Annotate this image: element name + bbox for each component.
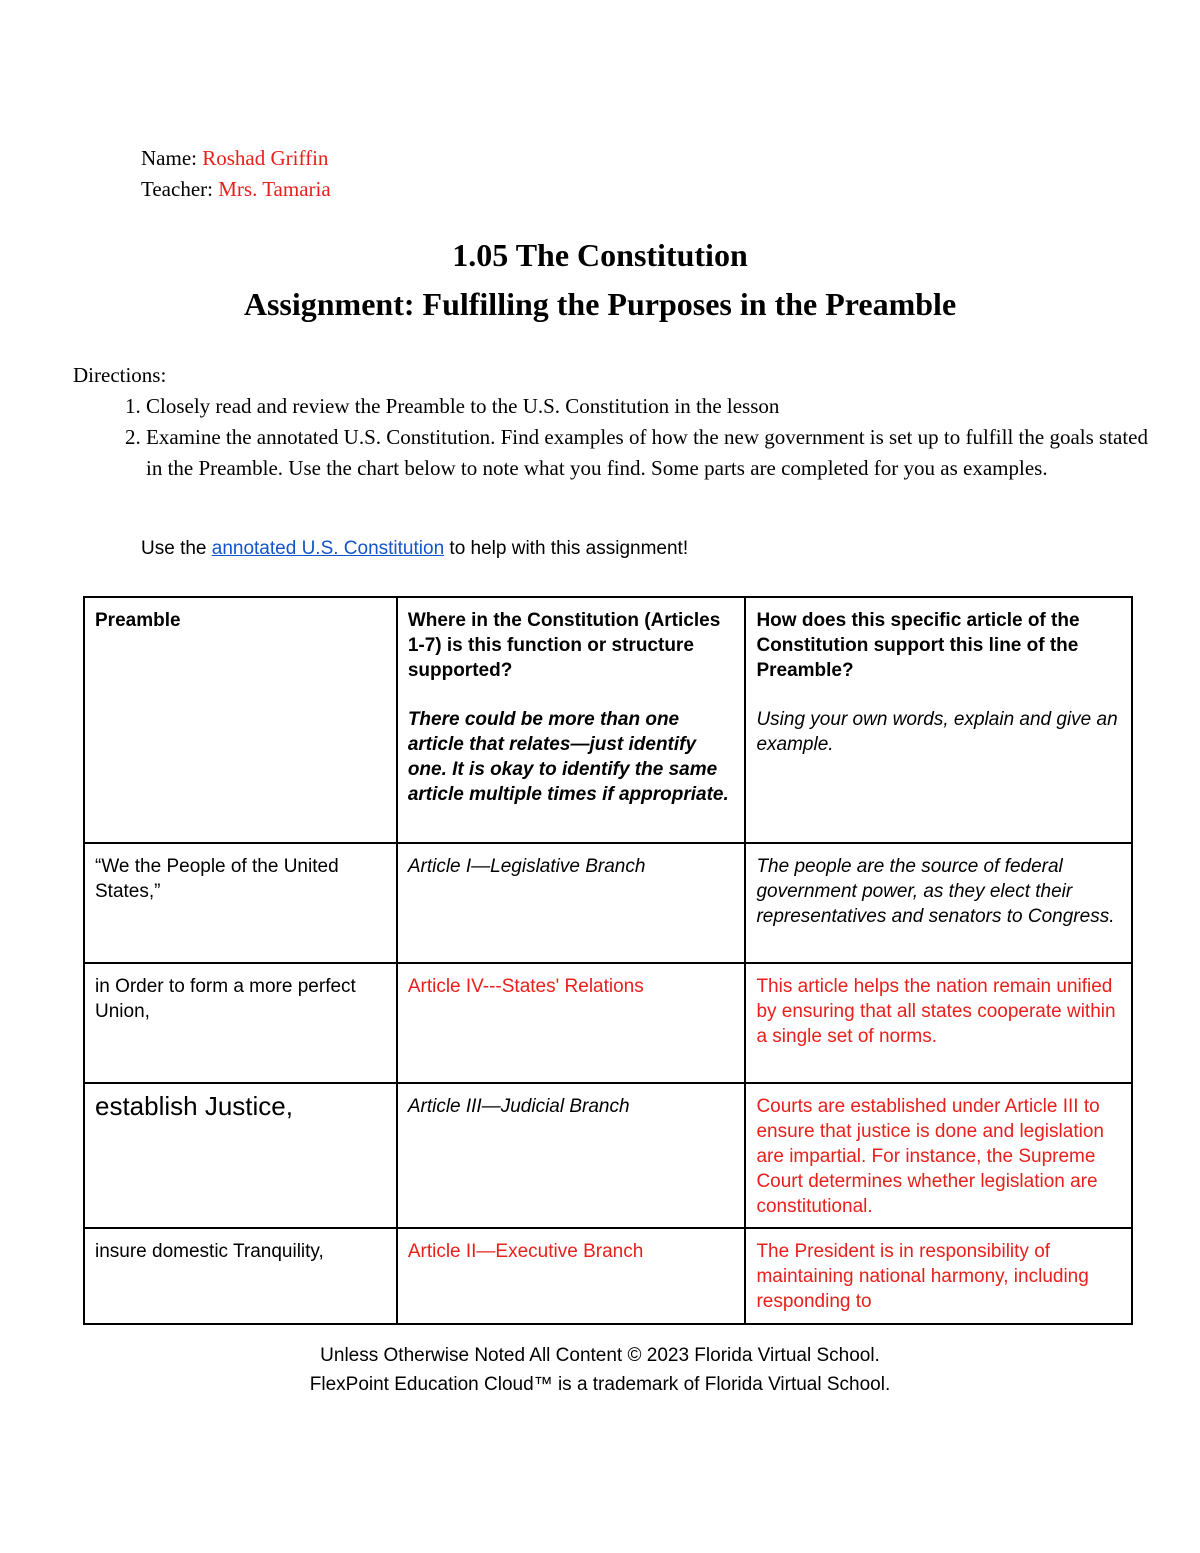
header-cell-where — [397, 597, 746, 843]
page-title: 1.05 The Constitution — [452, 237, 748, 273]
header-how: How does this specific article of the Constitution support this line of the Preamble? — [756, 610, 1080, 681]
directions-item: 2. Examine the annotated U.S. Constitution. Find examples of how the new government is set up to fulfill the goals stated in the Preamble. Use the chart below to note what you find. Some parts are completed for you as examples. — [146, 422, 1153, 484]
article-cell: Article III—Judicial Branch — [397, 1083, 746, 1228]
table-row — [84, 843, 1132, 963]
header-cell-how — [745, 597, 1132, 843]
header-how-hint: Using your own words, explain and give an example. — [756, 709, 1118, 755]
explanation-cell: The President is in responsibility of maintaining national harmony, including responding to — [745, 1228, 1132, 1324]
teacher-value: Mrs. Tamaria — [218, 177, 331, 201]
directions-list — [73, 391, 1153, 484]
preamble-chart — [83, 596, 1133, 1325]
directions-item: 1. Closely read and review the Preamble to the U.S. Constitution in the lesson — [146, 391, 1153, 422]
header-cell-preamble — [84, 597, 397, 843]
teacher-label: Teacher: — [141, 177, 213, 201]
footer-copyright: Unless Otherwise Noted All Content © 2023 Florida Virtual School. — [320, 1345, 880, 1366]
explanation-cell: Courts are established under Article III to ensure that justice is done and legislation are impartial. For instance, the Supreme Court determines whether legislation are constitutional. — [745, 1083, 1132, 1228]
table-row — [84, 1228, 1132, 1324]
preamble-cell: insure domestic Tranquility, — [84, 1228, 397, 1324]
table-header-row — [84, 597, 1132, 843]
name-value: Roshad Griffin — [202, 146, 329, 170]
use-line-before: Use the — [141, 538, 212, 559]
preamble-cell: in Order to form a more perfect Union, — [84, 963, 397, 1083]
footer — [0, 1341, 1200, 1399]
header-where-hint: There could be more than one article that relates—just identify one. It is okay to identify the same article multiple times if appropriate. — [407, 709, 729, 805]
article-cell: Article II—Executive Branch — [397, 1228, 746, 1324]
article-cell: Article I—Legislative Branch — [397, 843, 746, 963]
header-preamble: Preamble — [95, 610, 181, 631]
use-line — [141, 538, 688, 560]
article-cell: Article IV---States' Relations — [397, 963, 746, 1083]
name-label: Name: — [141, 146, 197, 170]
explanation-cell: The people are the source of federal government power, as they elect their representatives and senators to Congress. — [745, 843, 1132, 963]
teacher-line — [141, 174, 331, 205]
name-line — [141, 143, 331, 174]
header-where: Where in the Constitution (Articles 1-7) is this function or structure supported? — [407, 610, 721, 681]
footer-trademark: FlexPoint Education Cloud™ is a trademark of Florida Virtual School. — [309, 1374, 891, 1395]
table-row — [84, 963, 1132, 1083]
student-info — [141, 143, 331, 205]
directions — [73, 360, 1153, 484]
preamble-cell: “We the People of the United States,” — [84, 843, 397, 963]
annotated-constitution-link[interactable]: annotated U.S. Constitution — [211, 538, 445, 559]
directions-label: Directions: — [73, 363, 167, 387]
table-row — [84, 1083, 1132, 1228]
preamble-cell: establish Justice, — [84, 1083, 397, 1228]
use-line-after: to help with this assignment! — [444, 538, 689, 559]
explanation-cell: This article helps the nation remain unified by ensuring that all states cooperate within a single set of norms. — [745, 963, 1132, 1083]
assignment-title: Assignment: Fulfilling the Purposes in the Preamble — [243, 286, 957, 322]
